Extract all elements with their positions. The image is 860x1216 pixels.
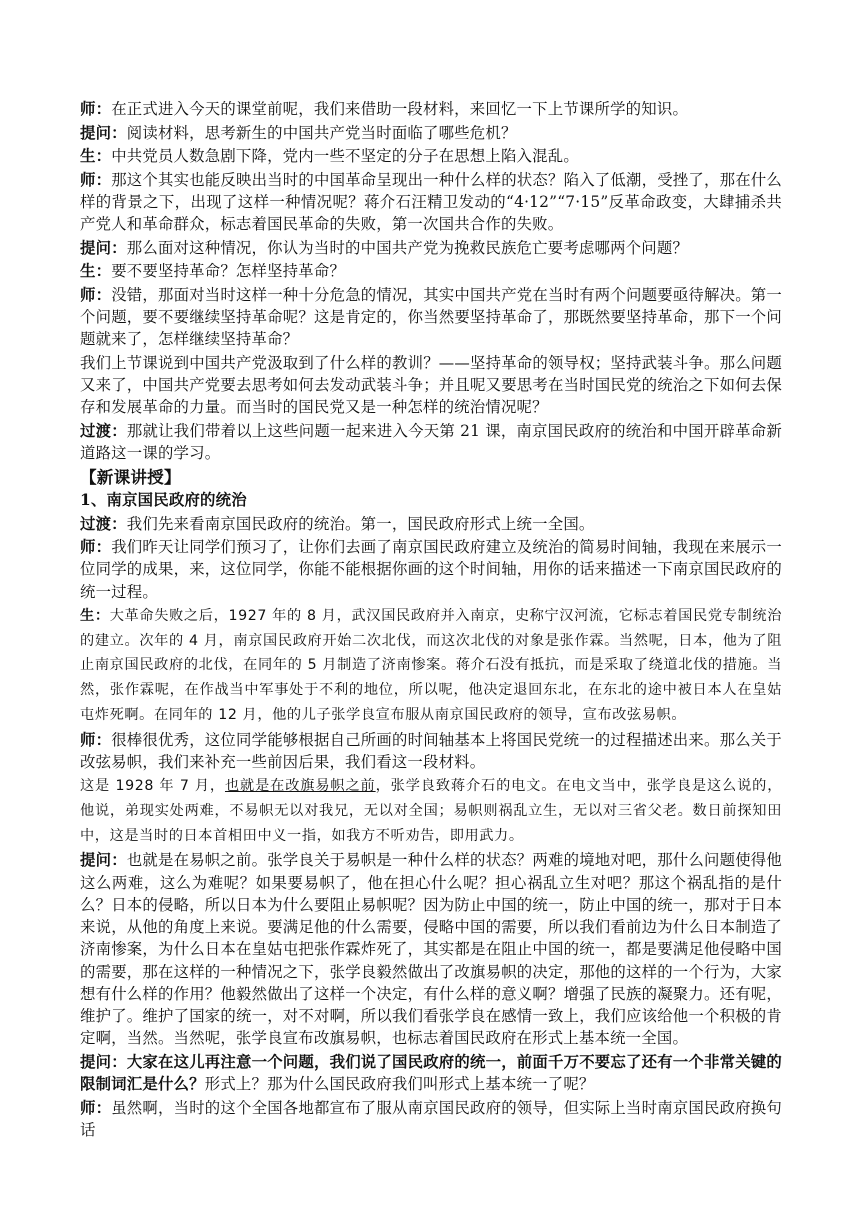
paragraph-student-answer xyxy=(80,604,782,727)
speaker-label: 师： xyxy=(80,538,112,557)
paragraph-text: 我们先来看南京国民政府的统治。第一，国民政府形式上统一全国。 xyxy=(126,514,595,533)
speaker-label: 师： xyxy=(80,285,112,304)
paragraph-text: 中共党员人数急剧下降，党内一些不坚定的分子在思想上陷入混乱。 xyxy=(111,147,579,166)
paragraph-text: 在正式进入今天的课堂前呢，我们来借助一段材料，来回忆一下上节课所学的知识。 xyxy=(111,100,689,118)
paragraph-text: 那么面对这种情况，你认为当时的中国共产党为挽救民族危亡要考虑哪两个问题？ xyxy=(126,238,689,257)
subsection-heading: 1、南京国民政府的统治 xyxy=(80,490,247,509)
paragraph-teacher-3 xyxy=(80,284,782,351)
speaker-label: 提问： xyxy=(80,238,127,257)
paragraph-narration xyxy=(80,352,782,419)
speaker-label: 生： xyxy=(80,262,112,281)
paragraph-bold-text: 大家在这儿再注意一个问题，我们说了国民政府的统一，前面千万不要忘了还有一个非常关键的限制词汇是什么？ xyxy=(80,1052,782,1093)
paragraph-text: 我们昨天让同学们预习了，让你们去画了南京国民政府建立及统治的简易时间轴，我现在来展示一位同学的成果，来，这位同学，你能不能根据你画的这个时间轴，用你的话来描述一下南京国民政府的统一过程。 xyxy=(80,538,782,601)
paragraph-transition-1 xyxy=(80,420,782,464)
speaker-label: 提问： xyxy=(80,1052,127,1071)
paragraph-question-1 xyxy=(80,122,782,144)
paragraph-text: 虽然啊，当时的这个全国各地都宣布了服从南京国民政府的领导，但实际上当时南京国民政府换句话 xyxy=(80,1098,782,1139)
paragraph-text: 我们上节课说到中国共产党汲取到了什么样的教训？——坚持革命的领导权；坚持武装斗争。那么问题又来了，中国共产党要去思考如何去发动武装斗争；并且呢又要思考在当时国民党的统治之下如何去保存和发展革命的力量。而当时的国民党又是一种怎样的统治情况呢？ xyxy=(80,353,782,417)
section-heading: 【新课讲授】 xyxy=(80,466,181,487)
speaker-label: 生： xyxy=(80,147,112,166)
paragraph-transition-2 xyxy=(80,513,782,535)
material-underlined-text: 也就是在改旗易帜之前 xyxy=(224,778,376,795)
paragraph-student-2 xyxy=(80,260,782,282)
paragraph-material xyxy=(80,774,782,848)
paragraph-text: 也就是在易帜之前。张学良关于易帜是一种什么样的状态？两难的境地对吧，那什么问题使得他这么两难，这么为难呢？如果要易帜了，他在担心什么呢？担心祸乱立生对吧？那这个祸乱指的是什么？日本的侵略，所以日本为什么要阻止易帜呢？因为防止中国的统一，防止中国的统一，那对于日本来说，从他的角度上来说。要满足他的什么需要，侵略中国的需要，所以我们看前边为什么日本制造了济南惨案，为什么日本在皇姑屯把张作霖炸死了，其实都是在阻止中国的统一，都是要满足他侵略中国的需要，那在这样的一种情况之下，张学良毅然做出了改旗易帜的决定，那他的这样的一个行为，大家想有什么样的作用？他毅然做出了这样一个决定，有什么样的意义啊？增强了民族的凝聚力。还有呢，维护了。维护了国家的统一，对不对啊，所以我们看张学良在感情一致上，我们应该给他一个积极的肯定啊，当然。当然呢，张学良宣布改旗易帜，也标志着国民政府在形式上基本统一全国。 xyxy=(80,851,782,1048)
paragraph-teacher-1 xyxy=(80,98,782,120)
speaker-label: 过渡： xyxy=(80,421,127,440)
material-text-before: 这是 1928 年 7 月， xyxy=(80,778,225,795)
paragraph-text: 那就让我们带着以上这些问题一起来进入今天第 21 课，南京国民政府的统治和中国开辟革命新道路这一课的学习。 xyxy=(80,421,782,463)
speaker-label: 提问： xyxy=(80,851,127,870)
paragraph-teacher-6 xyxy=(80,1097,782,1141)
paragraph-text: 大革命失败之后，1927 年的 8 月，武汉国民政府并入南京，史称宁汉河流，它标志着国民党专制统治的建立。次年的 4 月，南京国民政府开始二次北伐，而这次北伐的对象是张作霖。当然呢，日本，他为了阻止南京国民政府的北伐，在同年的 5 月制造了济南惨案。蒋介石没有抵抗，而是采取了绕道北伐的措施。当然，张作霖呢，在作战当中军事处于不利的地位，所以呢，他决定退回东北，在东北的途中被日本人在皇姑屯炸死啊。在同年的 12 月，他的儿子张学良宣布服从南京国民政府的领导，宣布改弦易帜。 xyxy=(80,608,782,723)
speaker-label: 师： xyxy=(80,170,112,189)
material-text-after: ，张学良致蒋介石的电文。在电文当中，张学良是这么说的，他说，弟现实处两难，不易帜无以对我兄，无以对全国；易帜则祸乱立生，无以对三省父老。数日前探知田中，这是当时的日本首相田中义一指，如我方不听劝告，即用武力。 xyxy=(80,778,782,844)
paragraph-text: 要不要坚持革命？怎样坚持革命？ xyxy=(111,262,346,281)
paragraph-text: 很棒很优秀，这位同学能够根据自己所画的时间轴基本上将国民党统一的过程描述出来。那么关于改弦易帜，我们来补充一些前因后果，我们看这一段材料。 xyxy=(80,730,782,771)
paragraph-question-4 xyxy=(80,1051,782,1095)
speaker-label: 师： xyxy=(80,1098,112,1117)
speaker-label: 生： xyxy=(80,608,110,625)
paragraph-text: 形式上？那为什么国民政府我们叫形式上基本统一了呢？ xyxy=(204,1074,595,1093)
paragraph-teacher-5 xyxy=(80,729,782,773)
paragraph-teacher-4 xyxy=(80,536,782,603)
speaker-label: 师： xyxy=(80,100,112,118)
paragraph-text: 那这个其实也能反映出当时的中国革命呈现出一种什么样的状态？陷入了低潮，受挫了，那在什么样的背景之下，出现了这样一种情况呢？蒋介石汪精卫发动的“4·12”“7·15”反革命政变，大肆捕杀共产党人和革命群众，标志着国民革命的失败，第一次国共合作的失败。 xyxy=(80,170,782,234)
speaker-label: 提问： xyxy=(80,123,127,142)
speaker-label: 过渡： xyxy=(80,514,127,533)
paragraph-student-1 xyxy=(80,145,782,167)
paragraph-question-3 xyxy=(80,849,782,1049)
paragraph-question-2 xyxy=(80,237,782,259)
speaker-label: 师： xyxy=(80,730,112,749)
paragraph-text: 没错，那面对当时这样一种十分危急的情况，其实中国共产党在当时有两个问题要亟待解决。第一个问题，要不要继续坚持革命呢？这是肯定的，你当然要坚持革命了，那既然要坚持革命，那下一个问题就来了，怎样继续坚持革命？ xyxy=(80,285,782,349)
paragraph-teacher-2 xyxy=(80,169,782,236)
paragraph-text: 阅读材料，思考新生的中国共产党当时面临了哪些危机？ xyxy=(126,123,517,142)
